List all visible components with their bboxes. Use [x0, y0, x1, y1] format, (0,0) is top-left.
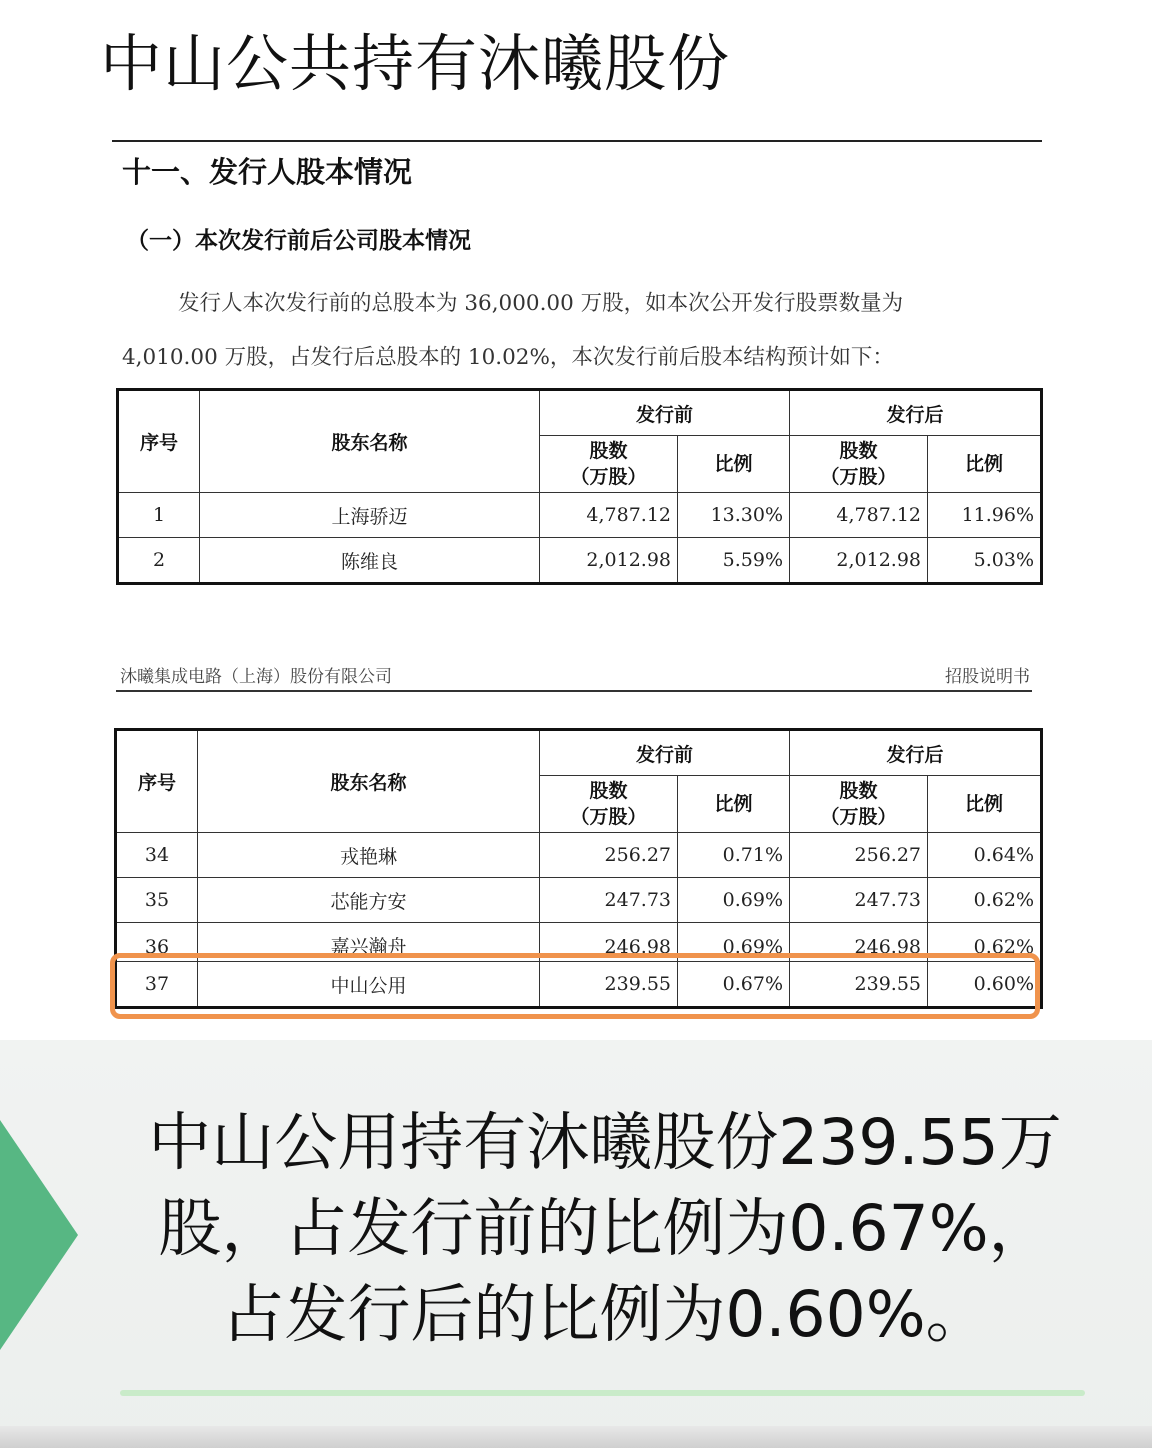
cell-shares-before: 256.27 [540, 833, 678, 878]
cell-name: 嘉兴瀚舟 [198, 923, 540, 962]
highlight-box [110, 953, 1040, 1019]
cell-ratio-before: 13.30% [678, 493, 790, 538]
page-title: 中山公共持有沐曦股份 [100, 27, 731, 100]
table-row [116, 833, 1042, 878]
header-ratio-before: 比例 [678, 436, 790, 493]
cell-shares-before: 239.55 [540, 962, 678, 1008]
cell-shares-before: 247.73 [540, 878, 678, 923]
table-row [118, 493, 1042, 538]
header-seq: 序号 [116, 730, 198, 833]
cell-shares-after: 246.98 [790, 923, 928, 962]
cell-name: 中山公用 [198, 962, 540, 1008]
header-row [116, 730, 1042, 776]
table-row [118, 538, 1042, 584]
header-shares-before: 股数 （万股） [540, 776, 678, 833]
cell-shares-after: 239.55 [790, 962, 928, 1008]
cell-seq: 35 [116, 878, 198, 923]
cell-ratio-before: 0.69% [678, 878, 790, 923]
cell-shares-before: 4,787.12 [540, 493, 678, 538]
cell-shares-after: 256.27 [790, 833, 928, 878]
header-ratio-after: 比例 [928, 436, 1042, 493]
caption-line-1: 中山公用持有沐曦股份239.55万 [148, 1106, 1062, 1179]
cell-name: 上海骄迈 [200, 493, 540, 538]
header-ratio-after: 比例 [928, 776, 1042, 833]
running-header-rule [116, 690, 1032, 692]
caption-line-2: 股，占发行前的比例为0.67%， [158, 1192, 1052, 1265]
cell-seq: 37 [116, 962, 198, 1008]
cell-ratio-before: 5.59% [678, 538, 790, 584]
cell-shares-after: 2,012.98 [790, 538, 928, 584]
paragraph-line-1: 发行人本次发行前的总股本为 36,000.00 万股，如本次公开发行股票数量为 [178, 291, 904, 316]
running-header-doc-type: 招股说明书 [945, 667, 1030, 687]
cell-ratio-before: 0.71% [678, 833, 790, 878]
header-ratio-before: 比例 [678, 776, 790, 833]
header-before: 发行前 [540, 730, 790, 776]
cell-ratio-after: 0.60% [928, 962, 1042, 1008]
cell-name: 戎艳琳 [198, 833, 540, 878]
cell-ratio-after: 5.03% [928, 538, 1042, 584]
cell-seq: 2 [118, 538, 200, 584]
cell-shares-after: 4,787.12 [790, 493, 928, 538]
header-shares-before: 股数 （万股） [540, 436, 678, 493]
cell-shares-after: 247.73 [790, 878, 928, 923]
header-shares-after: 股数 （万股） [790, 436, 928, 493]
subsection-heading: （一）本次发行前后公司股本情况 [126, 228, 471, 254]
cell-ratio-after: 0.62% [928, 878, 1042, 923]
cell-ratio-after: 0.64% [928, 833, 1042, 878]
cell-ratio-after: 11.96% [928, 493, 1042, 538]
header-after: 发行后 [790, 730, 1042, 776]
header-before: 发行前 [540, 390, 790, 436]
section-heading: 十一、发行人股本情况 [122, 155, 413, 189]
running-header [120, 662, 1030, 687]
cell-ratio-after: 0.62% [928, 923, 1042, 962]
header-name: 股东名称 [200, 390, 540, 493]
cell-seq: 36 [116, 923, 198, 962]
shareholder-table-1 [116, 388, 1043, 585]
cell-ratio-before: 0.69% [678, 923, 790, 962]
green-divider [120, 1390, 1085, 1396]
cell-shares-before: 2,012.98 [540, 538, 678, 584]
cell-seq: 34 [116, 833, 198, 878]
header-shares-after: 股数 （万股） [790, 776, 928, 833]
cell-ratio-before: 0.67% [678, 962, 790, 1008]
header-row [118, 390, 1042, 436]
cell-name: 陈维良 [200, 538, 540, 584]
header-after: 发行后 [790, 390, 1042, 436]
caption-text [80, 1100, 1130, 1358]
cell-shares-before: 246.98 [540, 923, 678, 962]
cell-name: 芯能方安 [198, 878, 540, 923]
bottom-edge [0, 1426, 1152, 1448]
table-row [116, 878, 1042, 923]
header-name: 股东名称 [198, 730, 540, 833]
caption-line-3: 占发行后的比例为0.60%。 [221, 1278, 989, 1351]
top-rule [112, 140, 1042, 142]
cell-seq: 1 [118, 493, 200, 538]
header-seq: 序号 [118, 390, 200, 493]
running-header-company: 沐曦集成电路（上海）股份有限公司 [120, 667, 392, 687]
paragraph-line-2: 4,010.00 万股，占发行后总股本的 10.02%，本次发行前后股本结构预计如下： [122, 345, 894, 370]
